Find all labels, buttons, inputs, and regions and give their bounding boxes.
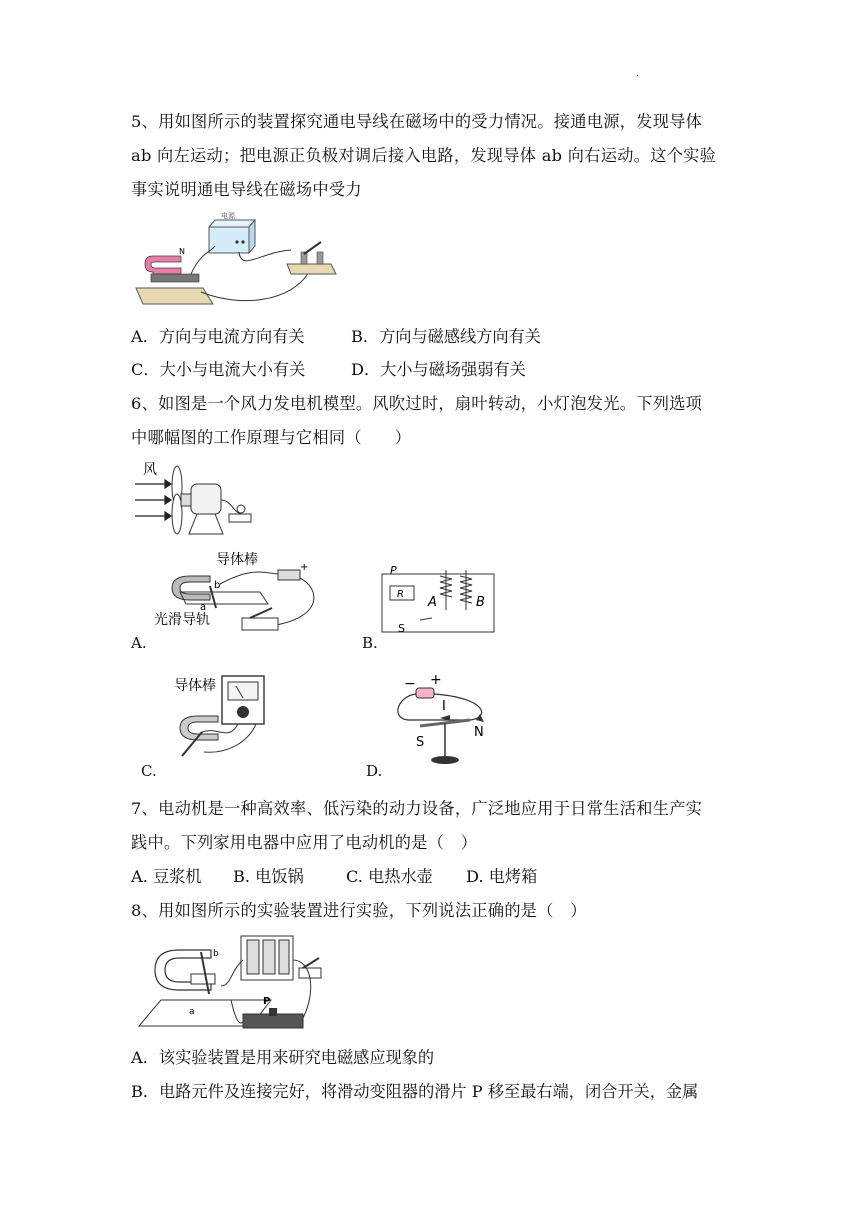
q5-option-b[interactable]: B．方向与磁感线方向有关: [351, 327, 541, 346]
q6-d-plus-label: +: [430, 672, 442, 688]
q5-line-2: ab 向左运动；把电源正负极对调后接入电路，发现导体 ab 向右运动。这个实验: [131, 146, 717, 165]
q6-d-i-label: I: [442, 699, 446, 714]
q7-option-a[interactable]: A. 豆浆机: [131, 867, 202, 886]
q6-figure-c: [168, 672, 278, 764]
q6-line-1: 6、如图是一个风力发电机模型。风吹过时，扇叶转动，小灯泡发光。下列选项: [131, 394, 703, 413]
q8-b-label: b: [213, 949, 219, 959]
q6-b-r-label: R: [397, 589, 404, 600]
q5-n-label: N: [179, 247, 185, 256]
q6-a-a-label: a: [200, 602, 207, 613]
q5-line-1: 5、用如图所示的装置探究通电导线在磁场中的受力情况。接通电源，发现导体: [131, 112, 703, 131]
q8-line-1: 8、用如图所示的实验装置进行实验，下列说法正确的是（ ）: [131, 901, 587, 920]
q6-b-b-label: B: [476, 595, 485, 610]
q6-wind-label: 风: [143, 462, 157, 478]
q5-option-d[interactable]: D．大小与磁场强弱有关: [351, 360, 526, 379]
q7-option-d[interactable]: D. 电烤箱: [466, 867, 538, 886]
q5-line-3: 事实说明通电导线在磁场中受力: [131, 180, 362, 199]
q6-b-s-label: S: [398, 622, 405, 635]
q5-option-a[interactable]: A．方向与电流方向有关: [131, 327, 305, 346]
q5-figure: [131, 212, 341, 312]
q6-a-rod-label: 导体棒: [216, 552, 258, 568]
q8-option-b[interactable]: B．电路元件及连接完好，将滑动变阻器的滑片 P 移至最右端，闭合开关，金属: [131, 1082, 699, 1101]
q5-option-c[interactable]: C．大小与电流大小有关: [131, 360, 306, 379]
q7-option-b[interactable]: B. 电饭锅: [233, 867, 304, 886]
q6-d-minus-label: −: [404, 676, 416, 692]
q6-a-b-label: b: [214, 580, 221, 591]
q6-line-2: 中哪幅图的工作原理与它相同（ ）: [131, 428, 412, 447]
q6-figure-b: [376, 562, 506, 636]
q8-p-label: P: [263, 996, 271, 1007]
q8-a-label: a: [189, 1007, 195, 1017]
q7-line-2: 践中。下列家用电器中应用了电动机的是（ ）: [131, 833, 478, 852]
q5-power-label: 电源: [221, 212, 235, 220]
q6-b-a-label: A: [428, 595, 437, 610]
q6-d-n-label: N: [474, 725, 484, 740]
q6-b-label[interactable]: B.: [362, 634, 378, 652]
q6-d-label[interactable]: D.: [366, 762, 383, 780]
q6-a-plus-label: +: [300, 562, 309, 573]
q6-b-p-label: P: [390, 564, 397, 577]
q6-d-s-label: S: [416, 735, 425, 750]
q6-c-label[interactable]: C.: [141, 762, 157, 780]
q8-figure: [131, 930, 331, 1038]
q6-a-rail-label: 光滑导轨: [154, 612, 210, 628]
header-dot: .: [636, 68, 640, 79]
q7-option-c[interactable]: C. 电热水壶: [346, 867, 433, 886]
q6-a-label[interactable]: A.: [131, 634, 147, 652]
q7-line-1: 7、电动机是一种高效率、低污染的动力设备，广泛地应用于日常生活和生产实: [131, 799, 703, 818]
q6-figure-d: [390, 670, 500, 770]
q6-wind-figure: [131, 458, 261, 538]
q6-c-rod-label: 导体棒: [174, 678, 216, 694]
q6-figure-a: [150, 548, 330, 638]
q8-option-a[interactable]: A．该实验装置是用来研究电磁感应现象的: [131, 1048, 435, 1067]
